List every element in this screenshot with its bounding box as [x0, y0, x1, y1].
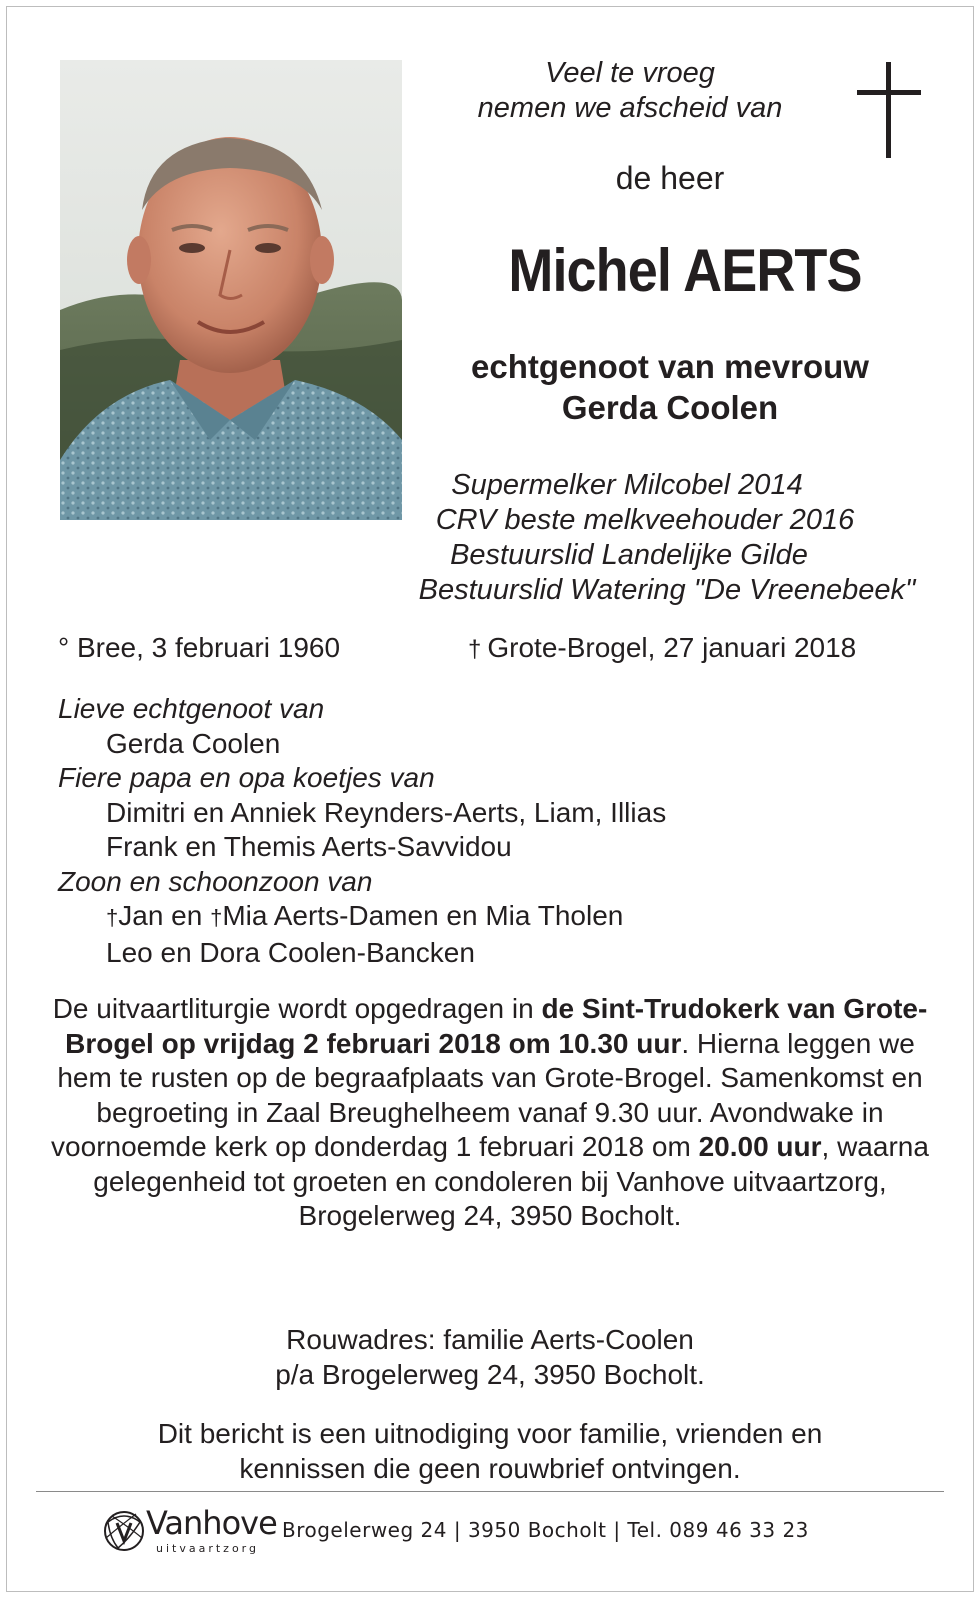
church-date-time: de Sint-Trudokerk van Grote-Brogel op vrijdag 2 februari 2018 om 10.30 uur	[65, 993, 928, 1059]
dagger-icon: †	[468, 636, 482, 663]
death-date-block	[468, 632, 856, 664]
cross-icon	[857, 62, 921, 158]
salutation: de heer	[615, 160, 725, 196]
family-list	[58, 692, 938, 970]
intro-line-1: Veel te vroeg	[545, 57, 715, 89]
funeral-home-footer	[96, 1502, 896, 1572]
family-member: Gerda Coolen	[106, 727, 281, 759]
portrait-photo	[60, 60, 402, 520]
family-member: Dimitri en Anniek Reynders-Aerts, Liam, Illias	[106, 796, 667, 828]
deceased-name: Michel AERTS	[508, 237, 862, 304]
spouse-line-1: echtgenoot van mevrouw	[471, 348, 869, 385]
death-date: Grote-Brogel, 27 januari 2018	[487, 632, 857, 663]
vanhove-logo	[96, 1502, 276, 1562]
ceremony-details: De uitvaartliturgie wordt opgedragen in de Sint-Trudokerk van Grote-Brogel op vrijdag 2 februari 2018 om 10.30 uur. Hierna leggen we hem te rusten op de begraafplaats van Grote-Brogel. Samenkomst en begroeting in Zaal Breughelheem vanaf 9.30 uur. Avondwake in voornoemde kerk op donderdag 1 februari 2018 om 20.00 uur, waarna gelegenheid tot groeten en condoleren bij Vanhove uitvaartzorg, Brogelerweg 24, 3950 Bocholt.	[51, 993, 929, 1231]
title-item: Bestuurslid Watering "De Vreenebeek"	[418, 574, 916, 606]
honorary-titles	[360, 468, 960, 608]
wake-time: 20.00 uur	[698, 1131, 822, 1162]
intro-line-2: nemen we afscheid van	[477, 92, 783, 124]
family-heading: Fiere papa en opa koetjes van	[58, 762, 435, 793]
spouse-line-2: Gerda Coolen	[561, 389, 779, 426]
mourning-address: Rouwadres: familie Aerts-Coolen p/a Brogelerweg 24, 3950 Bocholt.	[275, 1324, 705, 1390]
title-item: Bestuurslid Landelijke Gilde	[450, 539, 808, 571]
spouse-block	[420, 346, 920, 428]
logo-subtitle: uitvaartzorg	[156, 1542, 259, 1555]
vanhove-logo-icon	[100, 1508, 150, 1554]
dagger-icon: †	[210, 905, 223, 930]
footer-divider	[36, 1491, 944, 1492]
family-heading: Zoon en schoonzoon van	[58, 865, 373, 897]
birth-date: ° Bree, 3 februari 1960	[58, 632, 341, 663]
title-item: Supermelker Milcobel 2014	[451, 469, 803, 501]
invitation-note: Dit bericht is een uitnodiging voor familie, vrienden en kennissen die geen rouwbrief ontvingen.	[157, 1418, 823, 1484]
dagger-icon: †	[106, 905, 119, 930]
intro-text	[420, 56, 840, 126]
family-heading: Lieve echtgenoot van	[58, 693, 325, 724]
family-member: Leo en Dora Coolen-Bancken	[106, 936, 475, 968]
logo-name: Vanhove	[146, 1504, 277, 1542]
footer-address: Brogelerweg 24 | 3950 Bocholt | Tel. 089 46 33 23	[282, 1518, 809, 1542]
title-item: CRV beste melkveehouder 2016	[435, 504, 855, 536]
family-member: Frank en Themis Aerts-Savvidou	[106, 831, 512, 862]
family-member: †Jan en †Mia Aerts-Damen en Mia Tholen	[106, 900, 624, 931]
